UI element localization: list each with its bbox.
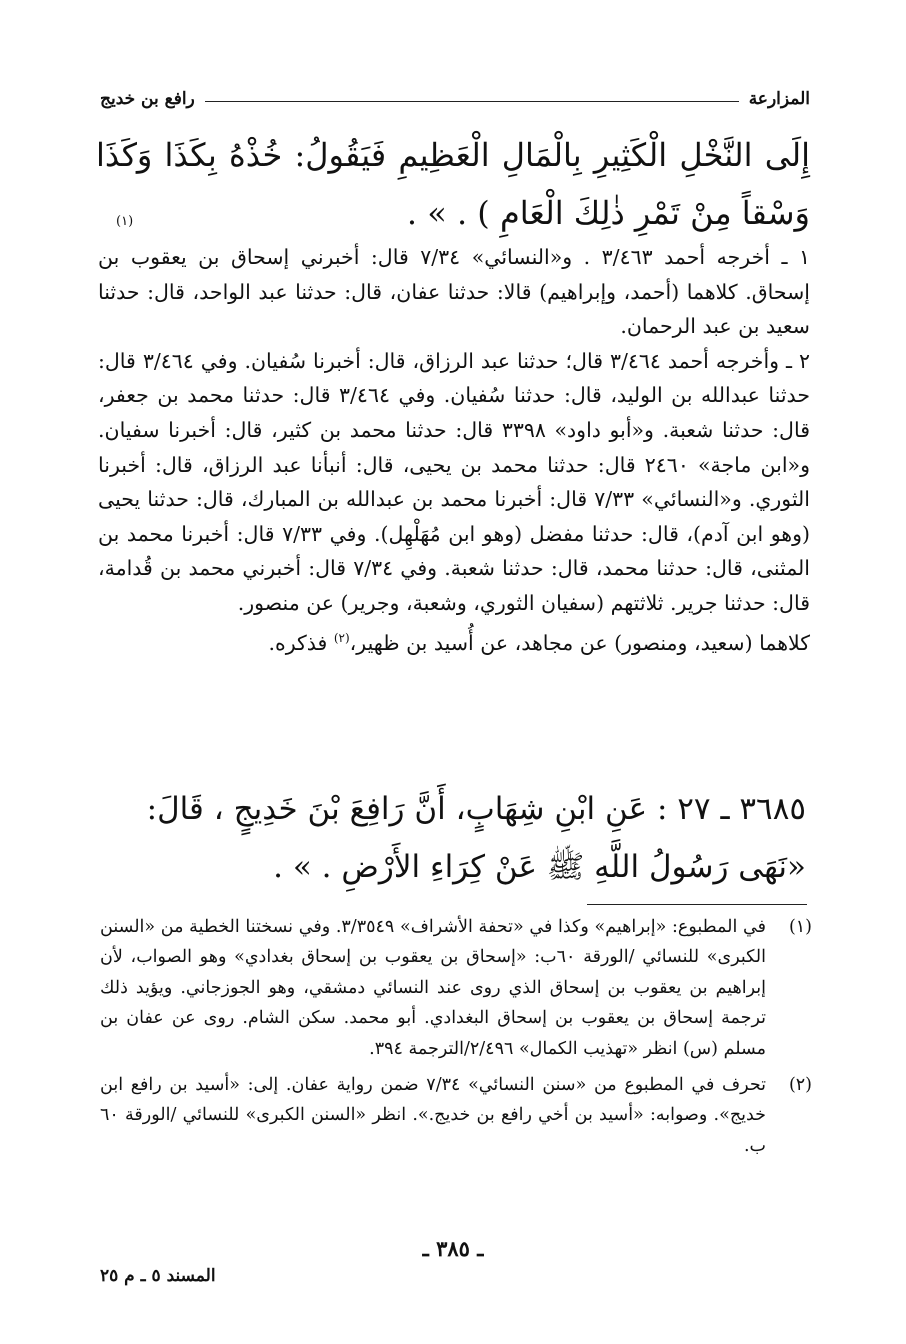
takhrij-paragraph-2: ٢ ـ وأخرجه أحمد ٣/٤٦٤ قال؛ حدثنا عبد الرزاق، قال: أخبرنا سُفيان. وفي ٣/٤٦٤ قال: حدثنا عبدالله بن الوليد، قال: حدثنا سُفيان. وفي ٣/٤٦٤ قال: حدثنا محمد بن جعفر، قال: حدثنا شعبة. و«أبو داود» ٣٣٩٨ قال: حدثنا محمد بن كثير، قال: أخبرنا سفيان. و«ابن ماجة» ٢٤٦٠ قال: حدثنا محمد بن يحيى، قال: أنبأنا عبد الرزاق، قال: أخبرنا الثوري. و«النسائي» ٧/٣٣ قال: أخبرنا محمد بن عبدالله بن المبارك، قال: حدثنا يحيى (وهو ابن آدم)، قال: حدثنا مفضل (وهو ابن مُهَلْهِل). وفي ٧/٣٣ قال: أخبرنا محمد بن المثنى، قال: حدثنا محمد، قال: حدثنا شعبة. وفي ٧/٣٤ قال: أخبرني محمد بن قُدامة، قال: حدثنا جرير. ثلاثتهم (سفيان الثوري، وشعبة، وجرير) عن منصور. [98, 348, 810, 615]
next-hadith [96, 780, 806, 896]
running-header [100, 84, 810, 114]
footnote [100, 912, 812, 1064]
printer-signature: المسند ٥ ـ م ٢٥ [100, 1266, 216, 1286]
takhrij-section [98, 240, 810, 660]
footnote-marker-2: (٢) [333, 630, 350, 645]
footnote-number: (١) [788, 917, 812, 937]
takhrij-paragraph-1: ١ ـ أخرجه أحمد ٣/٤٦٣ . و«النسائي» ٧/٣٤ قال: أخبرني إسحاق بن يعقوب بن إسحاق. كلاهما (أحمد، وإبراهيم) قالا: حدثنا عفان، قال: حدثنا عبد الواحد، قال: حدثنا سعيد بن عبد الرحمان. [98, 245, 810, 339]
hadith-heading: ٣٦٨٥ ـ ٢٧ : عَنِ ابْنِ شِهَابٍ، أَنَّ رَافِعَ بْنَ خَدِيجٍ ، قَالَ: [146, 791, 806, 827]
topic-title: رافع بن خديج [100, 89, 195, 109]
hadith-text-continued: إِلَى النَّخْلِ الْكَثِيرِ بِالْمَالِ الْعَظِيمِ فَيَقُولُ: خُذْهُ بِكَذَا وَكَذَا وَسْقاً مِنْ تَمْرِ ذٰلِكَ الْعَامِ ) . » . [96, 136, 810, 232]
page-number: ـ ٣٨٥ ـ [422, 1236, 484, 1261]
footnote-text: في المطبوع: «إبراهيم» وكذا في «تحفة الأشراف» ٣/٣٥٤٩. وفي نسختنا الخطية من «السنن الكبرى» للنسائي /الورقة ٦٠ب: «إسحاق بن يعقوب بن إسحاق بغدادي» وهو الصواب، لأن إبراهيم بن يعقوب بن إسحاق الذي روى عند النسائي دمشقي، وهو الجوزجاني. ويؤيد ذلك ترجمة إسحاق بن يعقوب بن إسحاق البغدادي. أبو محمد. سكن الشام. روى عن عفان بن مسلم (س) انظر «تهذيب الكمال» ٢/٤٩٦/الترجمة ٣٩٤. [100, 917, 766, 1059]
hadith-matn: «نَهَى رَسُولُ اللَّهِ ﷺ عَنْ كِرَاءِ الأَرْضِ . » . [273, 849, 806, 885]
chapter-title: المزارعة [748, 89, 810, 109]
footnote-marker: (١) [116, 214, 134, 229]
footnote-text: تحرف في المطبوع من «سنن النسائي» ٧/٣٤ ضمن رواية عفان. إلى: «أسيد بن رافع ابن خديج». وصوابه: «أسيد بن أخي رافع بن خديج.». انظر «السنن الكبرى» للنسائي /الورقة ٦٠ ب. [100, 1075, 766, 1156]
footnote-separator [587, 904, 807, 905]
header-rule [205, 101, 739, 102]
footnote [100, 1070, 812, 1161]
footnote-number: (٢) [788, 1075, 812, 1096]
takhrij-p3-text: كلاهما (سعيد، ومنصور) عن مجاهد، عن أُسيد بن ظهير، [349, 630, 810, 655]
footnotes [100, 912, 812, 1167]
takhrij-p3-end: فذكره. [268, 630, 334, 655]
takhrij-paragraph-3 [98, 621, 810, 660]
